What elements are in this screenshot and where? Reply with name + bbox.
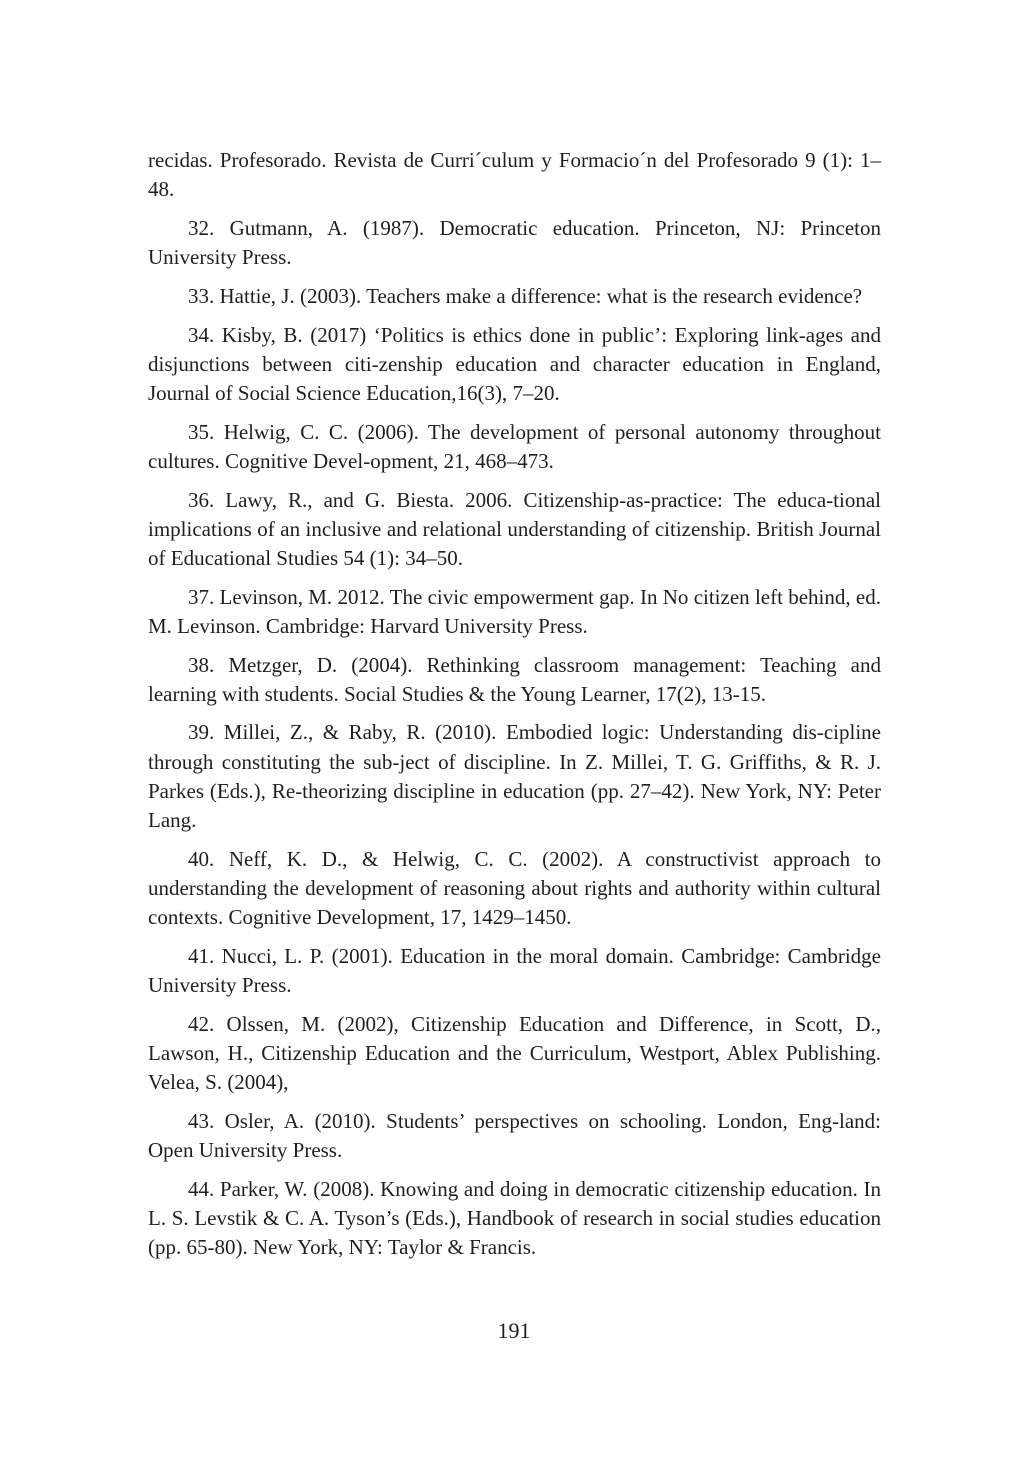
reference-item-33: 33. Hattie, J. (2003). Teachers make a difference: what is the research evidence?: [188, 283, 863, 308]
reference-item-41: 41. Nucci, L. P. (2001). Education in the moral domain. Cambridge: Cambridge University Press.: [148, 943, 881, 998]
reference-item-32: 32. Gutmann, A. (1987). Democratic education. Princeton, NJ: Princeton University Press.: [148, 215, 881, 270]
reference-continuation: recidas. Profesorado. Revista de Curri´culum y Formacio´n del Profesorado 9 (1): 1–48.: [148, 148, 881, 202]
reference-list: [148, 146, 881, 1272]
reference-item-39: 39. Millei, Z., & Raby, R. (2010). Embodied logic: Understanding dis-cipline through constituting the sub-ject of discipline. In Z. Millei, T. G. Griffiths, & R. J. Parkes (Eds.), Re-theorizing discipline in education (pp. 27–42). New York, NY: Peter Lang.: [148, 720, 881, 833]
reference-item-36: 36. Lawy, R., and G. Biesta. 2006. Citizenship-as-practice: The educa-tional implications of an inclusive and relational understanding of citizenship. British Journal of Educational Studies 54 (1): 34–50.: [148, 487, 881, 570]
reference-item-34: 34. Kisby, B. (2017) ‘Politics is ethics done in public’: Exploring link-ages and disjunctions between citi-zenship education and character education in England, Journal of Social Science Education,16(3), 7–20.: [148, 322, 881, 405]
page-number: 191: [497, 1318, 531, 1343]
reference-item-42: 42. Olssen, M. (2002), Citizenship Education and Difference, in Scott, D., Lawson, H., Citizenship Education and the Curriculum, Westport, Ablex Publishing. Velea, S. (2004),: [148, 1011, 881, 1095]
reference-item-40: 40. Neff, K. D., & Helwig, C. C. (2002). A constructivist approach to understanding the development of reasoning about rights and authority within cultural contexts. Cognitive Development, 17, 1429–1450.: [148, 846, 881, 930]
reference-item-44: 44. Parker, W. (2008). Knowing and doing in democratic citizenship education. In L. S. Levstik & C. A. Tyson’s (Eds.), Handbook of research in social studies education (pp. 65-80). New York, NY: Taylor & Francis.: [148, 1176, 881, 1260]
reference-item-38: 38. Metzger, D. (2004). Rethinking classroom management: Teaching and learning with students. Social Studies & the Young Learner, 17(2), 13-15.: [148, 652, 881, 706]
reference-item-43: 43. Osler, A. (2010). Students’ perspectives on schooling. London, Eng-land: Open University Press.: [148, 1108, 881, 1163]
reference-item-37: 37. Levinson, M. 2012. The civic empowerment gap. In No citizen left behind, ed. M. Levinson. Cambridge: Harvard University Press.: [148, 584, 881, 638]
reference-item-35: 35. Helwig, C. C. (2006). The development of personal autonomy throughout cultures. Cognitive Devel-opment, 21, 468–473.: [148, 419, 881, 473]
